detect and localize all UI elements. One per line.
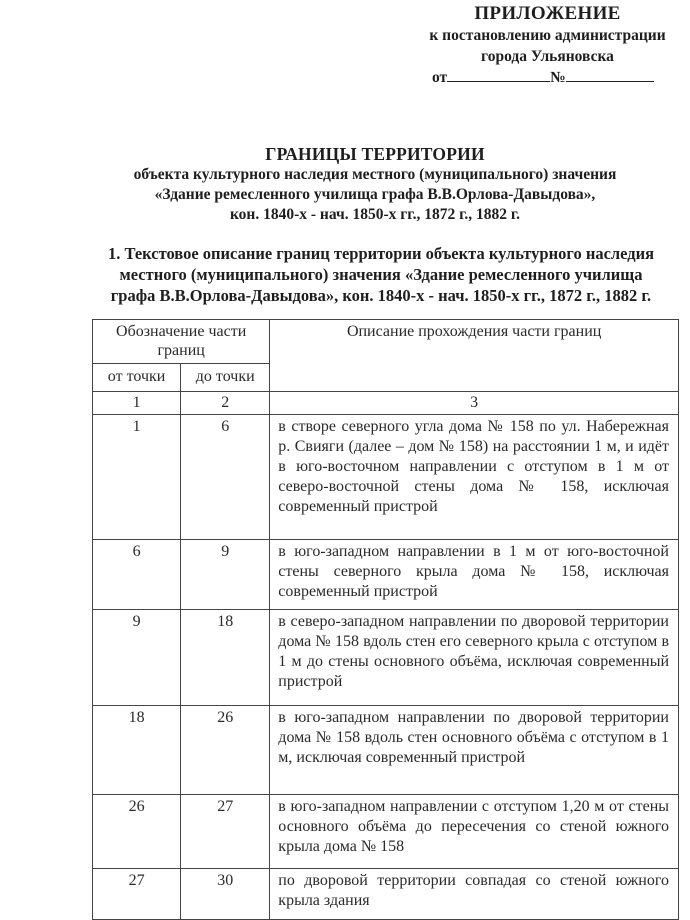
header-part-designation: Обозначение части границ [93, 320, 270, 364]
header-from-point: от точки [93, 364, 181, 392]
boundary-description: в северо-западном направлении по дворовой территории дома № 158 вдоль стен его северного крыла с отступом в 1 м до стены основного объёма, исключая современный пристрой [270, 610, 679, 706]
table-row [93, 795, 679, 869]
to-point: 9 [181, 540, 270, 610]
document-title [60, 143, 690, 225]
date-blank [447, 67, 550, 82]
number-label: № [550, 69, 566, 86]
section-line-3: графа В.В.Орлова-Давыдова», кон. 1840-х - нач. 1850-х гг., 1872 г., 1882 г. [110, 286, 652, 305]
title-line-3: кон. 1840-х - нач. 1850-х гг., 1872 г., 1882 г. [229, 206, 521, 223]
appendix-title: ПРИЛОЖЕНИЕ [474, 3, 621, 24]
section-heading [75, 243, 687, 306]
table-row [93, 610, 679, 706]
boundary-description: в створе северного угла дома № 158 по ул. Набережная р. Свияги (далее – дом № 158) на расстоянии 1 м, и идёт в юго-восточном направлении с отступом в 1 м от северо-восточной стены дома № 158, исключая современный пристрой [270, 415, 679, 540]
table-header-row [93, 320, 679, 364]
table-row [93, 869, 679, 920]
column-number: 2 [181, 392, 270, 415]
title-main: ГРАНИЦЫ ТЕРРИТОРИИ [265, 144, 485, 164]
section-line-1: 1. Текстовое описание границ территории объекта культурного наследия [107, 244, 655, 263]
to-point: 26 [181, 706, 270, 795]
to-point: 6 [181, 415, 270, 540]
column-number: 3 [270, 392, 679, 415]
boundary-description: в юго-западном направлении в 1 м от юго-восточной стены северного крыла дома № 158, исключая современный пристрой [270, 540, 679, 610]
header-description: Описание прохождения части границ [270, 320, 679, 392]
appendix-signature-line [405, 67, 690, 88]
title-line-2: «Здание ремесленного училища графа В.В.Орлова-Давыдова», [154, 186, 596, 203]
to-point: 18 [181, 610, 270, 706]
table-row [93, 540, 679, 610]
boundary-description: по дворовой территории совпадая со стеной южного крыла здания [270, 869, 679, 920]
section-line-2: местного (муниципального) значения «Здание ремесленного училища [119, 265, 643, 284]
column-number-row [93, 392, 679, 415]
from-point: 26 [93, 795, 181, 869]
appendix-header [405, 2, 690, 88]
date-label: от [432, 69, 448, 86]
from-point: 6 [93, 540, 181, 610]
title-line-1: объекта культурного наследия местного (муниципального) значения [133, 166, 617, 183]
boundaries-table [92, 319, 679, 920]
number-blank [566, 67, 654, 82]
to-point: 30 [181, 869, 270, 920]
table-row [93, 706, 679, 795]
appendix-line-1: к постановлению администрации [429, 27, 666, 44]
from-point: 1 [93, 415, 181, 540]
column-number: 1 [93, 392, 181, 415]
from-point: 18 [93, 706, 181, 795]
table-row [93, 415, 679, 540]
header-to-point: до точки [181, 364, 270, 392]
appendix-line-2: города Ульяновска [481, 48, 614, 65]
from-point: 9 [93, 610, 181, 706]
from-point: 27 [93, 869, 181, 920]
to-point: 27 [181, 795, 270, 869]
boundary-description: в юго-западном направлении по дворовой территории дома № 158 вдоль стен основного объёма с отступом в 1 м, исключая современный пристрой [270, 706, 679, 795]
boundary-description: в юго-западном направлении с отступом 1,20 м от стены основного объёма до пересечения со стеной южного крыла дома № 158 [270, 795, 679, 869]
